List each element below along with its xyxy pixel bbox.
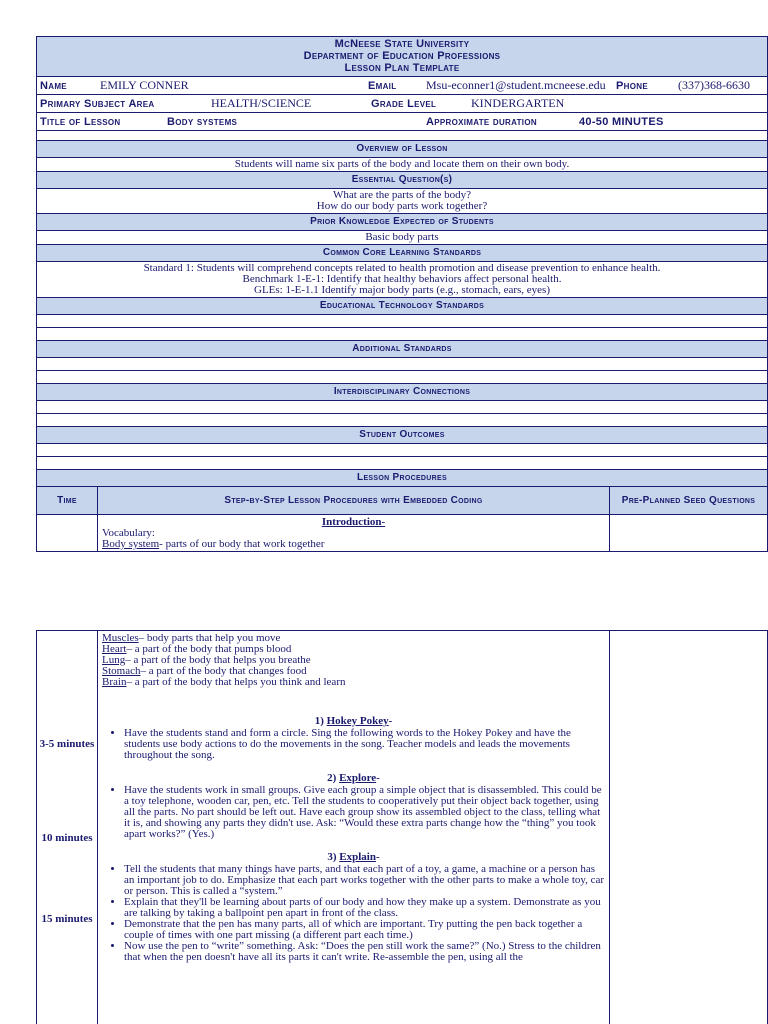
vocab-term: Body system — [102, 538, 160, 550]
additional-content-row — [37, 358, 767, 371]
vocab-def: – a part of the body that helps you think and learn — [126, 676, 346, 688]
info-row-title — [37, 113, 767, 131]
vocab-item — [102, 677, 605, 688]
outcomes-title: Student Outcomes — [37, 427, 767, 443]
prior-band — [37, 214, 767, 231]
core-band — [37, 245, 767, 262]
list-item: • Explain that they'll be learning about parts of our body and how they make up a system. Demonstrate as you are talking by taking a ballpoint pen apart in front of the class. — [124, 897, 605, 919]
outcomes-band — [37, 427, 767, 444]
list-item: • Tell the students that many things have parts, and that each part of a toy, a game, a machine or a person has an important job to do. Emphasize that each part works together with the other parts to make a whole toy, car or person. This is called a “system.” — [124, 864, 605, 897]
university-name: McNeese State University — [334, 38, 470, 50]
phone-value: (337)368-6630 — [678, 78, 750, 92]
time-column — [37, 631, 98, 1024]
spacer-row — [37, 131, 767, 141]
col-seed-header: Pre-Planned Seed Questions — [621, 495, 756, 506]
col-time-header: Time — [37, 487, 98, 514]
essential-question-2: How do our body parts work together? — [316, 200, 488, 212]
grade-label: Grade Level — [371, 97, 437, 110]
info-row-name — [37, 77, 767, 95]
overview-text: Students will name six parts of the body and locate them on their own body. — [234, 158, 570, 170]
vocab-term: Lung — [102, 654, 126, 666]
department-name: Department of Education Professions — [303, 50, 501, 62]
name-value: EMILY CONNER — [100, 78, 189, 92]
overview-title: Overview of Lesson — [37, 141, 767, 157]
edtech-title: Educational Technology Standards — [37, 298, 767, 314]
edtech-content-row — [37, 315, 767, 328]
overview-content-row — [37, 158, 767, 172]
procedures-title: Lesson Procedures — [37, 470, 767, 486]
list-item: • Have the students stand and form a circle. Sing the following words to the Hokey Pokey and have the students use body actions to do the movements in the song. Teacher models and leads the movements throughout the song. — [124, 728, 605, 761]
step1-heading: 1) Hokey Pokey- — [314, 715, 393, 727]
email-label: Email — [368, 79, 397, 92]
overview-band — [37, 141, 767, 158]
vocab-term: Brain — [102, 676, 127, 688]
step2-time: 10 minutes — [41, 832, 93, 844]
list-item: • Demonstrate that the pen has many parts, all of which are important. Try putting the pen back together a couple of times with one part missing (a different part each time.) — [124, 919, 605, 941]
step3-bullets — [102, 864, 605, 963]
additional-content-row-2 — [37, 371, 767, 384]
lesson-plan-page-2 — [36, 630, 768, 1024]
interdisciplinary-content-row-2 — [37, 414, 767, 427]
core-title: Common Core Learning Standards — [37, 245, 767, 261]
interdisciplinary-content-row — [37, 401, 767, 414]
procedures-intro-row — [37, 515, 767, 551]
vocab-label: Vocabulary: — [102, 527, 155, 539]
core-standard-line: Standard 1: Students will comprehend concepts related to health promotion and disease prevention to enhance health. — [143, 262, 661, 274]
lesson-plan-page-1 — [36, 36, 768, 552]
essential-title: Essential Question(s) — [37, 172, 767, 188]
vocab-def: – a part of the body that helps you breathe — [125, 654, 311, 666]
prior-content-row — [37, 231, 767, 245]
info-row-subject — [37, 95, 767, 113]
vocab-def: – a part of the body that changes food — [140, 665, 307, 677]
edtech-content-row-2 — [37, 328, 767, 341]
vocab-def: – body parts that help you move — [138, 632, 281, 644]
additional-title: Additional Standards — [37, 341, 767, 357]
step2-bullets — [102, 785, 605, 840]
seed-questions-column — [610, 631, 767, 1024]
subject-label: Primary Subject Area — [40, 97, 155, 110]
list-item: • Now use the pen to “write” something. Ask: “Does the pen still work the same?” (No.) Stress to the children that when the pen doesn't have all its parts it can't write. Re-assemble the pen, using all the — [124, 941, 605, 963]
grade-value: KINDERGARTEN — [471, 96, 565, 110]
subject-value: HEALTH/SCIENCE — [211, 96, 312, 110]
prior-title: Prior Knowledge Expected of Students — [37, 214, 767, 230]
core-content-row — [37, 262, 767, 298]
core-benchmark-line: Benchmark 1-E-1: Identify that healthy behaviors affect personal health. — [242, 273, 562, 285]
step1-title: Hokey Pokey — [326, 715, 389, 727]
email-value: Msu-econner1@student.mcneese.edu — [426, 78, 606, 92]
additional-band — [37, 341, 767, 358]
edtech-band — [37, 298, 767, 315]
name-label: Name — [40, 79, 67, 92]
step1-bullets — [102, 728, 605, 761]
step3-heading: 3) Explain- — [327, 851, 380, 863]
essential-band — [37, 172, 767, 189]
vocab-list — [102, 633, 605, 688]
list-item: • Have the students work in small groups. Give each group a simple object that is disassembled. This could be a toy telephone, wooden car, pen, etc. Tell the students to cooperatively put their object back together, using all the parts. No part should be left out. Have each group show its assembled object to the class, telling what it is, and showing any parts they didn't use. Ask: “Would these extra parts change how the “thing” you took apart works?” (Yes.) — [124, 785, 605, 840]
vocab-item — [102, 539, 605, 550]
step2-title: Explore — [339, 772, 377, 784]
outcomes-content-row-2 — [37, 457, 767, 470]
title-value: Body systems — [167, 115, 238, 128]
step1-time: 3-5 minutes — [39, 738, 95, 750]
steps-column — [98, 631, 610, 1024]
template-name: Lesson Plan Template — [344, 62, 460, 74]
outcomes-content-row — [37, 444, 767, 457]
vocab-term: Muscles — [102, 632, 139, 644]
vocab-def: – a part of the body that pumps blood — [126, 643, 292, 655]
intro-title: Introduction- — [321, 516, 386, 528]
prior-text: Basic body parts — [365, 231, 439, 243]
phone-label: Phone — [616, 79, 648, 92]
procedures-band — [37, 470, 767, 487]
vocab-term: Heart — [102, 643, 127, 655]
header-block — [37, 37, 767, 77]
essential-question-1: What are the parts of the body? — [332, 189, 472, 201]
interdisciplinary-band — [37, 384, 767, 401]
core-gle-line: GLEs: 1-E-1.1 Identify major body parts (e.g., stomach, ears, eyes) — [254, 284, 550, 296]
interdisciplinary-title: Interdisciplinary Connections — [37, 384, 767, 400]
step2-heading: 2) Explore- — [327, 772, 380, 784]
title-label: Title of Lesson — [40, 115, 121, 128]
vocab-term: Stomach — [102, 665, 141, 677]
col-steps-header: Step-by-Step Lesson Procedures with Embedded Coding — [98, 487, 610, 514]
duration-value: 40-50 MINUTES — [579, 115, 664, 128]
step3-time: 15 minutes — [41, 913, 93, 925]
essential-content-row — [37, 189, 767, 214]
step3-title: Explain — [339, 851, 376, 863]
duration-label: Approximate duration — [426, 115, 537, 128]
vocab-def: - parts of our body that work together — [159, 538, 325, 550]
procedures-header-row — [37, 487, 767, 515]
